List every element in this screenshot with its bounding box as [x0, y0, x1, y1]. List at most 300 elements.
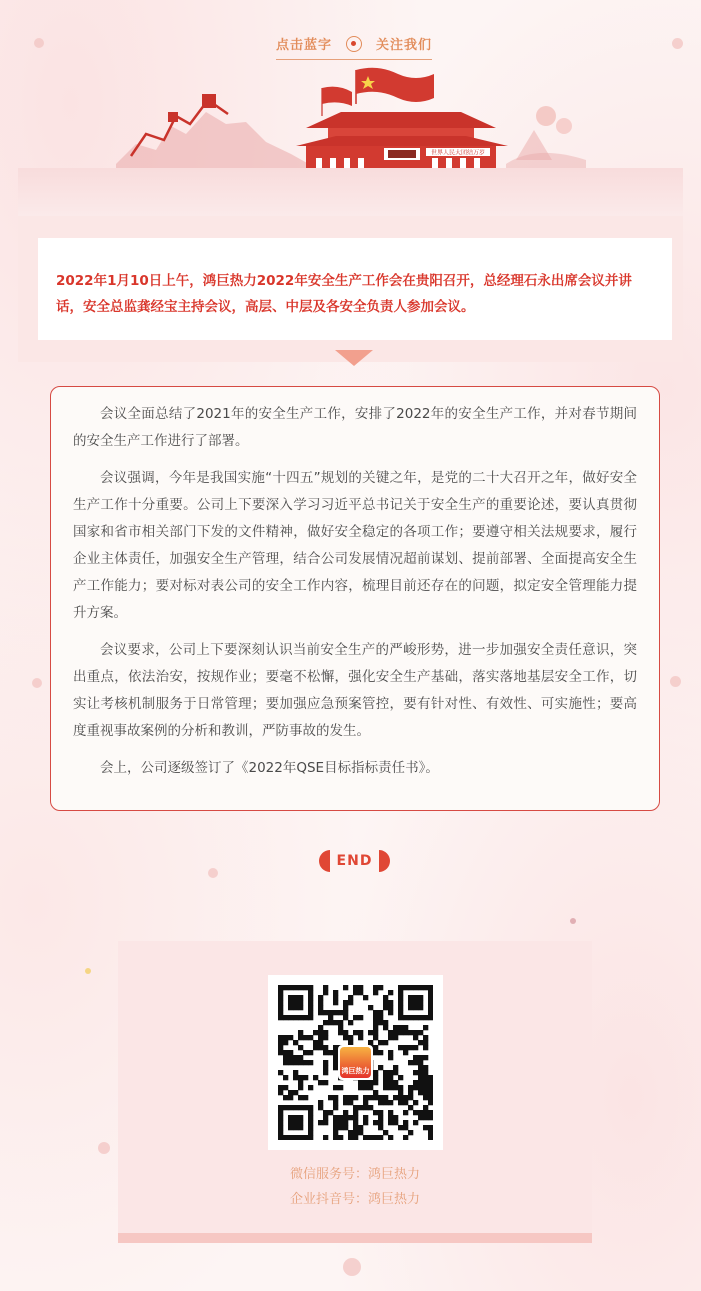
qr-module [298, 1030, 303, 1035]
qr-module [398, 990, 403, 995]
qr-module [423, 1095, 428, 1100]
qr-module [308, 1130, 313, 1135]
qr-module [388, 1100, 393, 1105]
banner-sign-text: 世界人民大团结万岁 [430, 149, 486, 157]
qr-module [403, 1125, 408, 1130]
qr-module [363, 1115, 368, 1120]
qr-module [293, 1090, 298, 1095]
qr-module [358, 1085, 363, 1090]
qr-module [278, 1105, 283, 1110]
qr-module [333, 990, 338, 995]
end-badge [319, 849, 390, 873]
petal-decoration [34, 38, 44, 48]
qr-module [288, 1095, 293, 1100]
qr-module [323, 1065, 328, 1070]
qr-module [378, 1125, 383, 1130]
qr-module [408, 1000, 413, 1005]
qr-module [373, 1080, 378, 1085]
qr-module [278, 1110, 283, 1115]
qr-module [348, 1135, 353, 1140]
qr-module [423, 1055, 428, 1060]
qr-module [333, 1130, 338, 1135]
qr-module [373, 990, 378, 995]
qr-module [318, 1045, 323, 1050]
qr-module [278, 1120, 283, 1125]
qr-module [418, 1055, 423, 1060]
end-cap-right [379, 850, 390, 872]
qr-module [313, 1040, 318, 1045]
qr-module [288, 1000, 293, 1005]
qr-module [423, 1070, 428, 1075]
qr-module [388, 1010, 393, 1015]
qr-module [333, 1085, 338, 1090]
qr-module [413, 1045, 418, 1050]
qr-module [418, 1060, 423, 1065]
qr-module [403, 1100, 408, 1105]
qr-module [383, 1005, 388, 1010]
qr-module [418, 1040, 423, 1045]
qr-module [333, 1120, 338, 1125]
qr-module [428, 1090, 433, 1095]
qr-module [403, 1045, 408, 1050]
petal-decoration [570, 918, 576, 924]
qr-module [383, 1075, 388, 1080]
qr-module [383, 1070, 388, 1075]
qr-module [358, 1130, 363, 1135]
qr-module [428, 1095, 433, 1100]
qr-module [423, 1110, 428, 1115]
down-arrow-icon [335, 350, 373, 366]
qr-module [323, 1035, 328, 1040]
qr-module [328, 1050, 333, 1055]
qr-module [363, 1085, 368, 1090]
banner-band [18, 168, 683, 216]
qr-module [423, 1085, 428, 1090]
qr-module [413, 1080, 418, 1085]
qr-module [323, 1010, 328, 1015]
qr-module [418, 1090, 423, 1095]
qr-module [308, 1010, 313, 1015]
qr-module [418, 1110, 423, 1115]
qr-module [318, 1035, 323, 1040]
qr-module [368, 1095, 373, 1100]
qr-module [293, 1055, 298, 1060]
qr-module [388, 1050, 393, 1055]
qr-module [323, 1060, 328, 1065]
qr-module [338, 1010, 343, 1015]
qr-module [408, 1015, 413, 1020]
qr-module [323, 1080, 328, 1085]
qr-module [398, 995, 403, 1000]
qr-module [403, 1050, 408, 1055]
qr-module [293, 1060, 298, 1065]
qr-module [343, 1010, 348, 1015]
qr-module [428, 995, 433, 1000]
qr-module [428, 1135, 433, 1140]
qr-module [373, 1030, 378, 1035]
qr-module [358, 985, 363, 990]
qr-module [278, 985, 283, 990]
qr-module [283, 1050, 288, 1055]
qr-module [403, 1120, 408, 1125]
qr-module [308, 1060, 313, 1065]
qr-module [298, 995, 303, 1000]
article-paragraph: 会上，公司逐级签订了《2022年QSE目标指标责任书》。 [100, 760, 439, 776]
qr-module [278, 1010, 283, 1015]
intro-summary-box [38, 238, 672, 340]
qr-module [413, 1110, 418, 1115]
qr-module [283, 1135, 288, 1140]
qr-module [333, 1100, 338, 1105]
tiananmen-banner-illustration [116, 64, 586, 174]
qr-module [298, 1000, 303, 1005]
qr-module [368, 1030, 373, 1035]
qr-module [408, 995, 413, 1000]
qr-module [308, 1110, 313, 1115]
qr-module [393, 1120, 398, 1125]
qr-module [398, 1045, 403, 1050]
qr-module [423, 1035, 428, 1040]
qr-module [378, 1040, 383, 1045]
qr-module [373, 1135, 378, 1140]
qr-module [343, 1035, 348, 1040]
qr-module [323, 1020, 328, 1025]
qr-module [318, 1080, 323, 1085]
qr-module [418, 1000, 423, 1005]
qr-module [378, 1065, 383, 1070]
qr-module [278, 995, 283, 1000]
qr-module [368, 1135, 373, 1140]
qr-module [338, 1025, 343, 1030]
qr-module [428, 1100, 433, 1105]
qr-module [378, 1135, 383, 1140]
qr-module [283, 1105, 288, 1110]
qr-module [313, 1045, 318, 1050]
qr-module [358, 1125, 363, 1130]
qr-module [418, 995, 423, 1000]
qr-module [343, 1030, 348, 1035]
qr-module [418, 1115, 423, 1120]
qr-module [303, 1050, 308, 1055]
qr-module [383, 1080, 388, 1085]
qr-module [293, 1075, 298, 1080]
qr-module [373, 1075, 378, 1080]
qr-module [358, 1015, 363, 1020]
qr-module [303, 985, 308, 990]
qr-module [303, 1060, 308, 1065]
qr-module [278, 1005, 283, 1010]
qr-module [383, 995, 388, 1000]
qr-module [328, 1095, 333, 1100]
qr-module [323, 1070, 328, 1075]
qr-module [373, 1020, 378, 1025]
qr-module [423, 1040, 428, 1045]
qr-module [288, 1015, 293, 1020]
qr-module [293, 1040, 298, 1045]
qr-module [428, 985, 433, 990]
qr-module [388, 1080, 393, 1085]
follow-left-label: 点击蓝字 [276, 38, 333, 53]
qr-module [353, 1120, 358, 1125]
qr-module [323, 1110, 328, 1115]
qr-module [298, 1080, 303, 1085]
qr-module [363, 995, 368, 1000]
qr-module [388, 1035, 393, 1040]
qr-module [413, 1030, 418, 1035]
follow-us-bar[interactable] [276, 28, 432, 60]
qr-module [378, 1010, 383, 1015]
qr-module [388, 1075, 393, 1080]
qr-module [293, 1125, 298, 1130]
qr-module [288, 1115, 293, 1120]
qr-module [408, 985, 413, 990]
qr-module [353, 1110, 358, 1115]
qr-module [278, 1040, 283, 1045]
qr-module [333, 1000, 338, 1005]
qr-module [298, 1105, 303, 1110]
qr-module [278, 1090, 283, 1095]
qr-module [298, 1075, 303, 1080]
qr-module [293, 1120, 298, 1125]
target-icon [346, 36, 362, 52]
petal-decoration [208, 868, 218, 878]
qr-module [328, 1110, 333, 1115]
qr-module [378, 1020, 383, 1025]
qr-module [318, 1030, 323, 1035]
qr-module [418, 1065, 423, 1070]
qr-module [373, 1095, 378, 1100]
qr-module [408, 1105, 413, 1110]
qr-module [298, 1135, 303, 1140]
qr-module [413, 1070, 418, 1075]
qr-module [348, 1115, 353, 1120]
qr-module [423, 1090, 428, 1095]
qr-module [363, 1105, 368, 1110]
qr-module [418, 985, 423, 990]
qr-module [378, 985, 383, 990]
qr-module [308, 1005, 313, 1010]
qr-module [293, 1015, 298, 1020]
qr-module [293, 1115, 298, 1120]
qr-module [408, 1130, 413, 1135]
qr-module [343, 1110, 348, 1115]
follow-right-label: 关注我们 [375, 38, 432, 53]
qr-module [353, 1015, 358, 1020]
qr-module [373, 1110, 378, 1115]
qr-module [308, 1015, 313, 1020]
qr-module [308, 1135, 313, 1140]
qr-module [293, 1135, 298, 1140]
qr-module [308, 1105, 313, 1110]
qr-module [283, 1075, 288, 1080]
qr-module [278, 1045, 283, 1050]
qr-module [298, 985, 303, 990]
qr-module [423, 1080, 428, 1085]
qr-module [293, 1000, 298, 1005]
qr-module [348, 1035, 353, 1040]
qr-module [383, 1095, 388, 1100]
qr-module [338, 1120, 343, 1125]
qr-module [393, 1070, 398, 1075]
qr-module [423, 1015, 428, 1020]
qr-module [418, 1075, 423, 1080]
qr-module [383, 1130, 388, 1135]
qr-module [298, 1125, 303, 1130]
qr-module [363, 1100, 368, 1105]
qr-module [398, 1095, 403, 1100]
article-paragraph: 会议全面总结了2021年的安全生产工作，安排了2022年的安全生产工作，并对春节期间的安全生产工作进行了部署。 [73, 406, 637, 449]
qr-module [353, 1130, 358, 1135]
qr-module [388, 1120, 393, 1125]
qr-module [328, 1015, 333, 1020]
qr-module [288, 985, 293, 990]
qr-module [428, 1010, 433, 1015]
qr-module [378, 1100, 383, 1105]
qr-module [298, 1005, 303, 1010]
qr-module [293, 1005, 298, 1010]
qr-module [308, 985, 313, 990]
qr-module [373, 1015, 378, 1020]
qr-module [403, 1015, 408, 1020]
qr-module [298, 1015, 303, 1020]
douyin-account-line: 企业抖音号：鸿巨热力 [289, 1192, 420, 1207]
qr-module [368, 1085, 373, 1090]
qr-module [428, 1130, 433, 1135]
qr-module [288, 995, 293, 1000]
qr-module [288, 1120, 293, 1125]
qr-module [308, 1120, 313, 1125]
qr-module [313, 1030, 318, 1035]
qr-module [373, 1120, 378, 1125]
qr-module [343, 985, 348, 990]
qr-module [378, 1120, 383, 1125]
article-paragraph: 会议要求，公司上下要深刻认识当前安全生产的严峻形势，进一步加强安全责任意识，突出重点，依法治安，按规作业；要毫不松懈，强化安全生产基础，落实落地基层安全工作，切实让考核机制服务于日常管理；要加强应急预案管控，要有针对性、有效性、可实施性；要高度重视事故案例的分析和教训，严防事故的发生。 [73, 642, 637, 739]
qr-module [393, 1065, 398, 1070]
qr-module [398, 1075, 403, 1080]
qr-module [398, 1025, 403, 1030]
qr-module [343, 1005, 348, 1010]
qr-module [278, 1050, 283, 1055]
qr-module [323, 1050, 328, 1055]
qr-module [413, 1035, 418, 1040]
qr-module [393, 1085, 398, 1090]
qr-module [403, 985, 408, 990]
qr-module [428, 1125, 433, 1130]
qr-module [403, 1135, 408, 1140]
qr-module [363, 1095, 368, 1100]
qr-logo-text: 鸿巨热力 [340, 1047, 371, 1078]
qr-module [378, 1115, 383, 1120]
qr-module [388, 1005, 393, 1010]
qr-module [413, 995, 418, 1000]
qr-module [398, 1085, 403, 1090]
qr-module [348, 1000, 353, 1005]
qr-module [368, 1080, 373, 1085]
qr-module [413, 1060, 418, 1065]
qr-module [373, 1090, 378, 1095]
qr-module [373, 985, 378, 990]
qr-module [373, 1045, 378, 1050]
qr-module [408, 1030, 413, 1035]
qr-module [333, 1115, 338, 1120]
qr-module [403, 1095, 408, 1100]
qr-module [293, 1070, 298, 1075]
qr-module [388, 1000, 393, 1005]
qr-module [278, 1085, 283, 1090]
qr-module [278, 1015, 283, 1020]
end-cap-left [319, 850, 330, 872]
qr-module [278, 1125, 283, 1130]
qr-code[interactable] [268, 975, 443, 1150]
qr-module [338, 1085, 343, 1090]
article-paragraph: 会议强调，今年是我国实施“十四五”规划的关键之年，是党的二十大召开之年，做好安全生产工作十分重要。公司上下要深入学习习近平总书记关于安全生产的重要论述，要认真贯彻国家和省市相关部门下发的文件精神，做好安全稳定的各项工作；要遵守相关法规要求，履行企业主体责任，加强安全生产管理，结合公司发展情况超前谋划、提前部署、全面提高安全生产工作能力；要对标对表公司的安全工作内容，梳理目前还存在的问题，拟定安全管理能力提升方案。 [73, 470, 637, 621]
qr-module [333, 1135, 338, 1140]
qr-module [323, 1115, 328, 1120]
qr-module [378, 1110, 383, 1115]
qr-module [353, 1115, 358, 1120]
qr-module [288, 1135, 293, 1140]
qr-module [383, 1020, 388, 1025]
qr-module [343, 1095, 348, 1100]
qr-module [353, 990, 358, 995]
qr-module [278, 1130, 283, 1135]
qr-module [363, 1120, 368, 1125]
qr-module [378, 1095, 383, 1100]
qr-module [408, 1045, 413, 1050]
qr-module [378, 1050, 383, 1055]
qr-module [398, 1125, 403, 1130]
qr-module [368, 1105, 373, 1110]
qr-module [338, 1030, 343, 1035]
qr-module [333, 1105, 338, 1110]
qr-module [363, 1135, 368, 1140]
qr-module [318, 1100, 323, 1105]
qr-module [278, 1115, 283, 1120]
qr-module [393, 1115, 398, 1120]
qr-module [303, 1035, 308, 1040]
qr-module [388, 1055, 393, 1060]
qr-module [393, 1025, 398, 1030]
qr-module [288, 1050, 293, 1055]
qr-module [353, 1125, 358, 1130]
qr-module [278, 990, 283, 995]
qr-module [373, 1025, 378, 1030]
qr-module [408, 1005, 413, 1010]
qr-module [413, 1100, 418, 1105]
qr-module [413, 1005, 418, 1010]
qr-module [338, 1125, 343, 1130]
qr-module [323, 1135, 328, 1140]
qr-module [308, 1035, 313, 1040]
qr-module [373, 1070, 378, 1075]
qr-module [388, 1110, 393, 1115]
qr-module [288, 1060, 293, 1065]
qr-module [338, 1020, 343, 1025]
article-body-card [50, 386, 660, 811]
wechat-account-line: 微信服务号：鸿巨热力 [289, 1167, 420, 1182]
qr-module [308, 995, 313, 1000]
qr-module [293, 1105, 298, 1110]
qr-module [343, 1125, 348, 1130]
qr-module [413, 1015, 418, 1020]
qr-module [418, 1015, 423, 1020]
qr-module [418, 1080, 423, 1085]
petal-decoration [32, 678, 42, 688]
qr-module [383, 1025, 388, 1030]
qr-module [283, 1015, 288, 1020]
qr-module [358, 1035, 363, 1040]
end-label: END [336, 853, 373, 869]
